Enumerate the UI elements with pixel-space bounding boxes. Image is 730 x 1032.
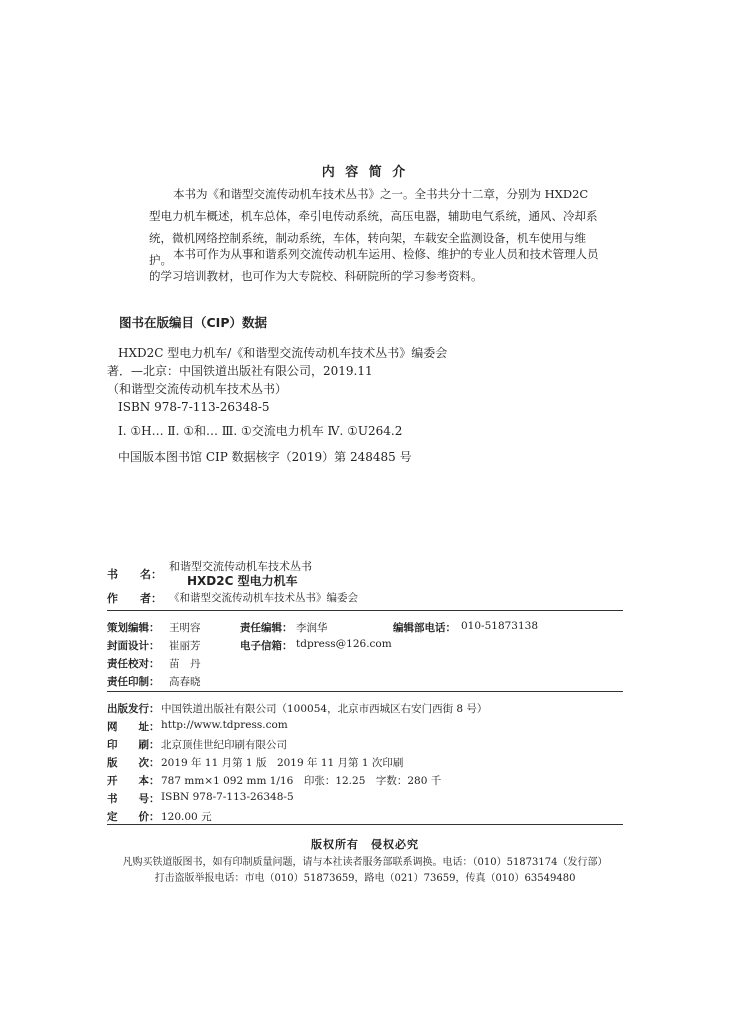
publisher: 中国铁道出版社有限公司（100054，北京市西城区右安门西街 8 号） bbox=[161, 703, 488, 715]
summary-title: 内 容 简 介 bbox=[321, 165, 409, 180]
price: 120.00 元 bbox=[161, 811, 212, 823]
cip-heading: 图书在版编目（CIP）数据 bbox=[119, 315, 267, 330]
proofreader: 苗 丹 bbox=[169, 658, 201, 670]
isbn: ISBN 978-7-113-26348-5 bbox=[161, 791, 294, 803]
piracy-report-notice: 打击盗版举报电话：市电（010）51873659，路电（021）73659，传真（010）63549480 bbox=[154, 873, 576, 884]
divider-rule bbox=[107, 691, 623, 692]
cip-line-1: HXD2C 型电力机车/《和谐型交流传动机车技术丛书》编委会 bbox=[118, 346, 448, 360]
print-manager-label: 责任印制： bbox=[107, 676, 160, 688]
cip-line-6: 中国版本图书馆 CIP 数据核字（2019）第 248485 号 bbox=[118, 450, 412, 464]
isbn-label: 书 号： bbox=[107, 793, 160, 805]
cover-designer: 崔丽芳 bbox=[169, 640, 201, 652]
copyright-notice: 版权所有 侵权必究 bbox=[311, 838, 419, 851]
planning-editor-label: 策划编辑： bbox=[107, 622, 160, 634]
publisher-label: 出版发行： bbox=[107, 703, 160, 715]
planning-editor: 王明容 bbox=[169, 622, 201, 634]
responsible-editor: 李润华 bbox=[296, 622, 328, 634]
responsible-editor-label: 责任编辑： bbox=[240, 622, 293, 634]
cip-line-4: ISBN 978-7-113-26348-5 bbox=[118, 400, 270, 414]
author-value: 《和谐型交流传动机车技术丛书》编委会 bbox=[169, 592, 358, 604]
printer: 北京顶佳世纪印刷有限公司 bbox=[161, 739, 287, 751]
email-label: 电子信箱： bbox=[240, 640, 293, 652]
divider-rule bbox=[107, 824, 623, 825]
format: 787 mm×1 092 mm 1/16 印张：12.25 字数：280 千 bbox=[161, 775, 442, 787]
divider-rule bbox=[107, 610, 623, 611]
website-link[interactable]: http://www.tdpress.com bbox=[161, 719, 288, 731]
editorial-phone-label: 编辑部电话： bbox=[393, 622, 456, 634]
summary-paragraph-2 bbox=[149, 243, 599, 287]
summary-paragraph-2-text: 本书可作为从事和谐系列交流传动机车运用、检修、维护的专业人员和技术管理人员的学习培训教材，也可作为大专院校、科研院所的学习参考资料。 bbox=[149, 247, 599, 283]
editorial-phone: 010-51873138 bbox=[461, 620, 539, 632]
author-label: 作 者： bbox=[107, 592, 162, 605]
summary-paragraph-1-text: 本书为《和谐型交流传动机车技术丛书》之一。全书共分十二章，分别为 HXD2C 型电力机车概述，机车总体，牵引电传动系统，高压电器，辅助电气系统，通风、冷却系统，微机网络控制系统，制动系统，车体，转向架，车载安全监测设备，机车使用与维护。 bbox=[149, 187, 598, 267]
proofreader-label: 责任校对： bbox=[107, 658, 160, 670]
print-manager: 高春晓 bbox=[169, 676, 201, 688]
format-label: 开 本： bbox=[107, 775, 160, 787]
book-series: 和谐型交流传动机车技术丛书 bbox=[169, 560, 312, 573]
edition: 2019 年 11 月第 1 版 2019 年 11 月第 1 次印刷 bbox=[161, 757, 404, 769]
printer-label: 印 刷： bbox=[107, 739, 160, 751]
cip-line-2: 著．—北京：中国铁道出版社有限公司，2019.11 bbox=[107, 364, 373, 378]
website-label: 网 址： bbox=[107, 721, 160, 733]
email-link[interactable]: tdpress@126.com bbox=[296, 638, 392, 650]
cover-design-label: 封面设计： bbox=[107, 640, 160, 652]
book-name-label: 书 名： bbox=[107, 568, 162, 581]
cip-line-5: Ⅰ. ①H… Ⅱ. ①和… Ⅲ. ①交流电力机车 Ⅳ. ①U264.2 bbox=[118, 424, 403, 438]
price-label: 定 价： bbox=[107, 811, 160, 823]
quality-notice: 凡购买铁道版图书，如有印制质量问题，请与本社读者服务部联系调换。电话：（010）51873174（发行部） bbox=[122, 857, 608, 868]
cip-line-3: （和谐型交流传动机车技术丛书） bbox=[107, 382, 288, 396]
book-title: HXD2C 型电力机车 bbox=[187, 574, 298, 588]
edition-label: 版 次： bbox=[107, 757, 160, 769]
